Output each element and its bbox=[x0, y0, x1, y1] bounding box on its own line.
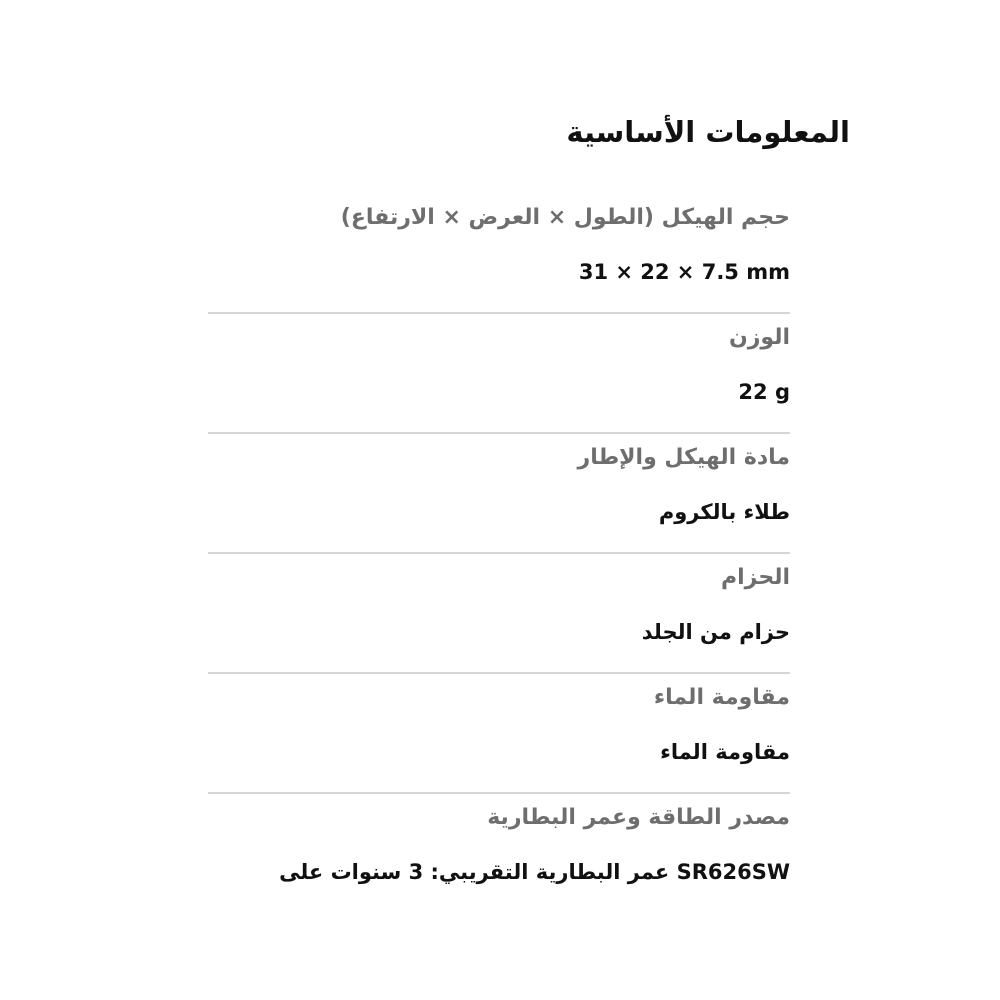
spec-value-case-size: 31 × 22 × 7.5 mm bbox=[578, 260, 790, 284]
spec-label-case-material: مادة الهيكل والإطار bbox=[577, 445, 790, 470]
spec-row-water-resistance bbox=[208, 674, 790, 794]
spec-value-power-source: SR626SW عمر البطارية التقريبي: 3 سنوات على bbox=[279, 860, 790, 884]
spec-value-weight: 22 g bbox=[738, 380, 790, 404]
spec-row-strap bbox=[208, 554, 790, 674]
spec-label-power-source: مصدر الطاقة وعمر البطارية bbox=[487, 805, 790, 830]
spec-value-water-resistance: مقاومة الماء bbox=[660, 740, 790, 764]
spec-row-power-source bbox=[208, 794, 790, 914]
spec-label-strap: الحزام bbox=[720, 565, 790, 590]
spec-value-strap: حزام من الجلد bbox=[641, 620, 790, 644]
spec-label-weight: الوزن bbox=[728, 325, 790, 350]
section-title: المعلومات الأساسية bbox=[566, 115, 850, 149]
spec-row-case-size bbox=[208, 194, 790, 314]
spec-label-case-size: حجم الهيكل (الطول × العرض × الارتفاع) bbox=[340, 205, 790, 230]
spec-row-weight bbox=[208, 314, 790, 434]
spec-label-water-resistance: مقاومة الماء bbox=[653, 685, 790, 710]
spec-list bbox=[208, 194, 790, 914]
spec-row-case-material bbox=[208, 434, 790, 554]
spec-value-case-material: طلاء بالكروم bbox=[658, 500, 790, 524]
basic-info-panel bbox=[208, 110, 850, 914]
